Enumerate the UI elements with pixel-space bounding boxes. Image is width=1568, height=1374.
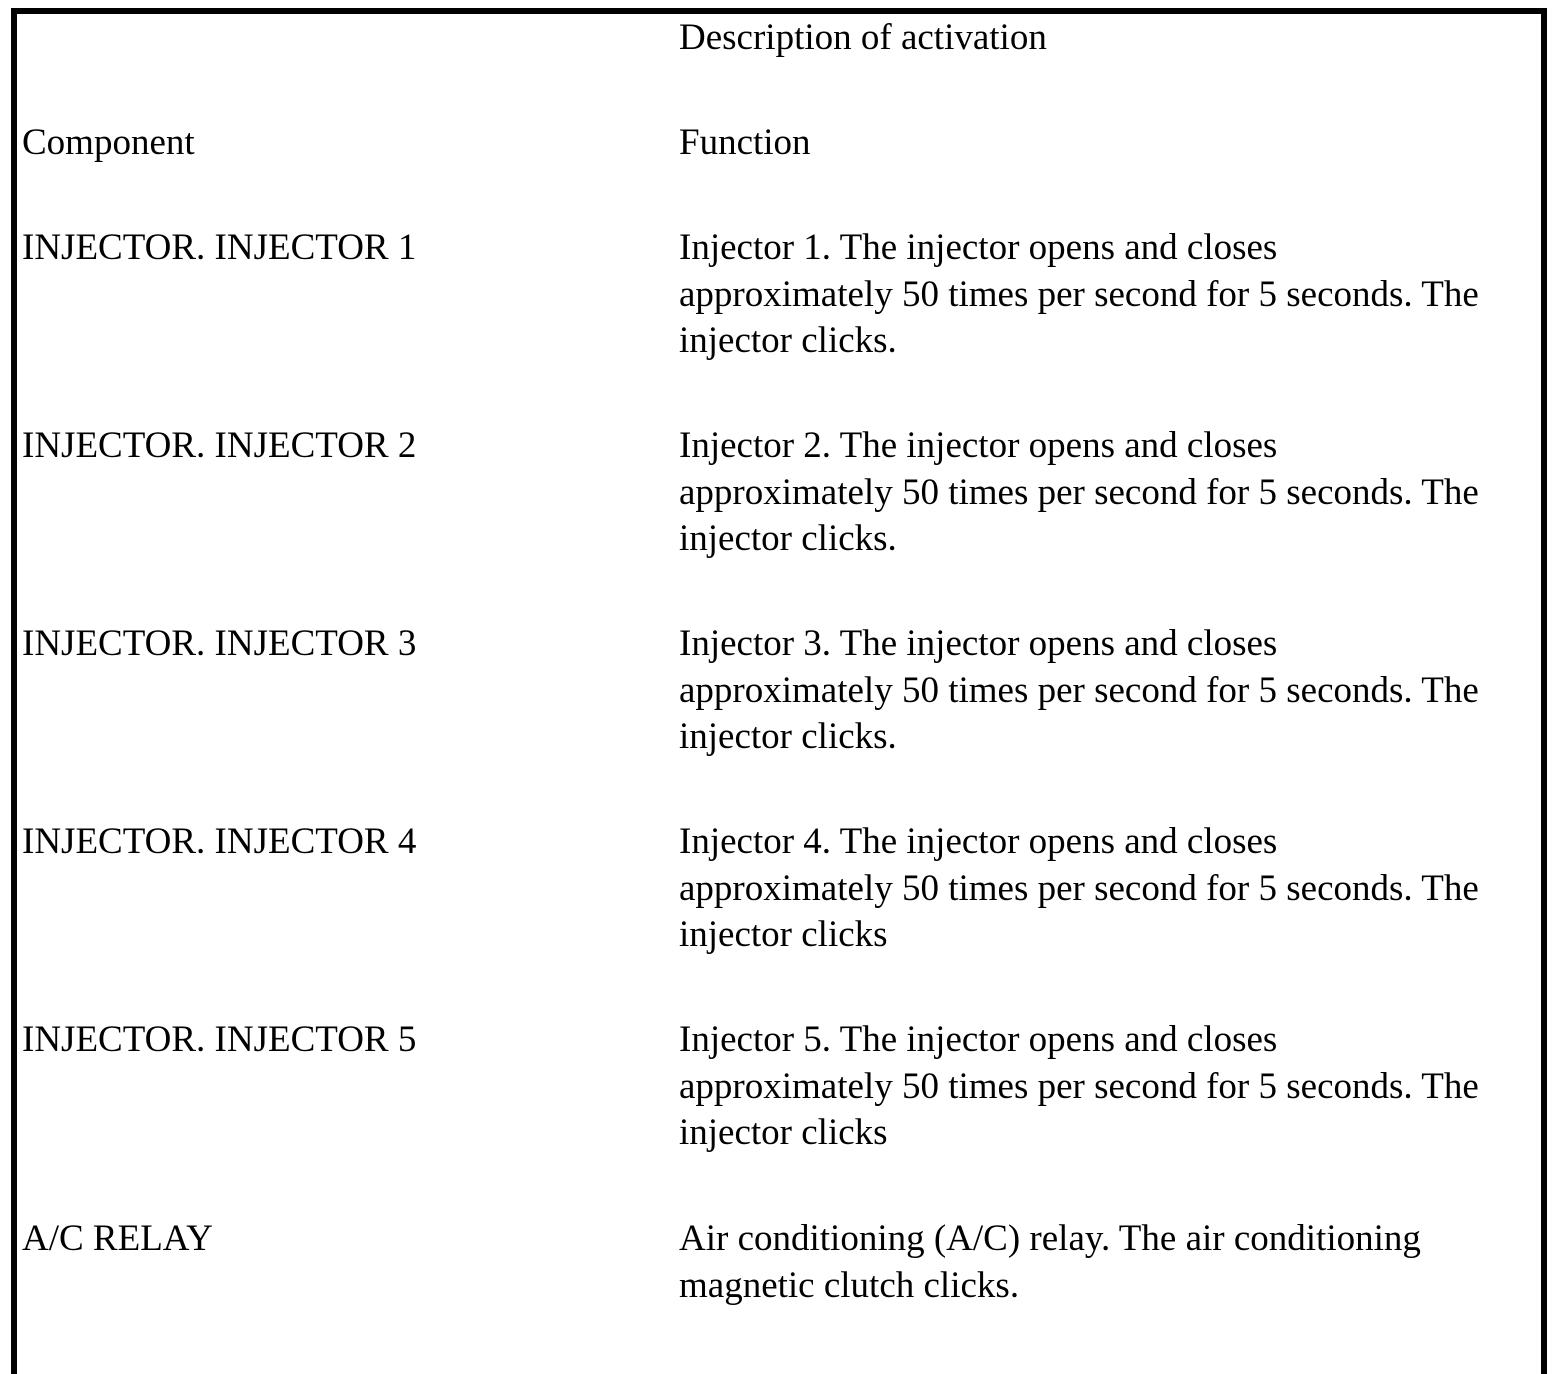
component-heading: Component (22, 122, 195, 163)
component-cell: INJECTOR. INJECTOR 1 (22, 227, 417, 268)
function-line: Injector 3. The injector opens and closes (679, 623, 1278, 664)
function-line: injector clicks (679, 914, 888, 955)
function-line: approximately 50 times per second for 5 seconds. The (679, 471, 1479, 513)
function-line: approximately 50 times per second for 5 seconds. The (679, 669, 1479, 711)
function-cell (679, 225, 1479, 365)
function-line: injector clicks. (679, 716, 897, 757)
function-line: magnetic clutch clicks. (679, 1264, 1020, 1306)
function-cell (679, 1017, 1479, 1157)
function-cell (679, 621, 1479, 761)
component-cell: A/C RELAY (22, 1218, 213, 1259)
function-line: injector clicks. (679, 518, 897, 559)
function-line: approximately 50 times per second for 5 seconds. The (679, 1065, 1479, 1107)
function-line: approximately 50 times per second for 5 seconds. The (679, 867, 1479, 909)
function-line: Injector 2. The injector opens and closes (679, 425, 1278, 466)
function-line: injector clicks (679, 1112, 888, 1153)
function-cell (679, 1216, 1421, 1309)
component-cell: INJECTOR. INJECTOR 5 (22, 1019, 417, 1060)
function-cell (679, 819, 1479, 959)
component-cell: INJECTOR. INJECTOR 2 (22, 425, 417, 466)
component-cell: INJECTOR. INJECTOR 4 (22, 821, 417, 862)
function-line: Injector 4. The injector opens and closes (679, 821, 1278, 862)
function-line: Injector 5. The injector opens and closes (679, 1019, 1278, 1060)
function-line: Air conditioning (A/C) relay. The air conditioning (679, 1218, 1421, 1259)
function-line: Injector 1. The injector opens and closes (679, 227, 1278, 268)
function-line: injector clicks. (679, 320, 897, 361)
function-line: approximately 50 times per second for 5 seconds. The (679, 273, 1479, 315)
description-heading: Description of activation (679, 17, 1047, 58)
component-cell: INJECTOR. INJECTOR 3 (22, 623, 417, 664)
function-heading: Function (679, 122, 811, 163)
function-cell (679, 423, 1479, 563)
